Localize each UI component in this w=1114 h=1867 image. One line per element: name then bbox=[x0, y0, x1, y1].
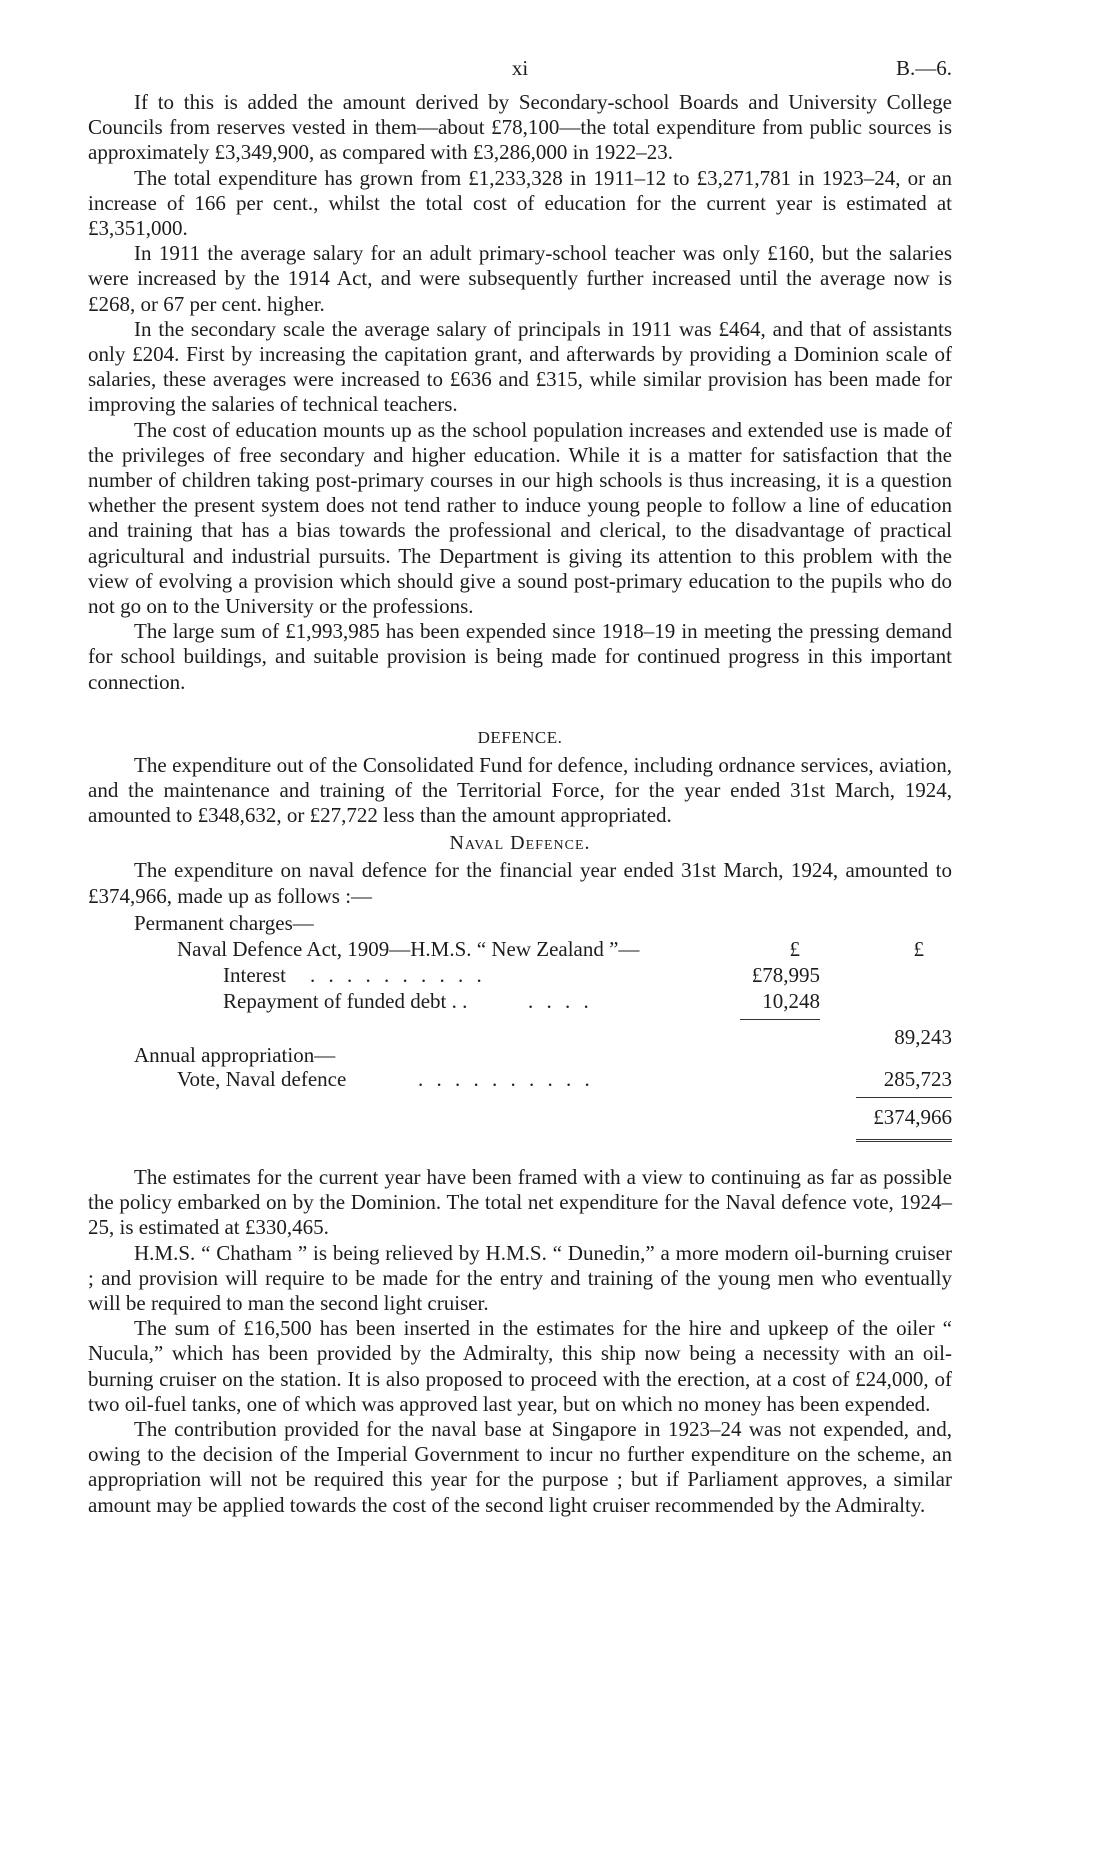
page-number: xi bbox=[511, 56, 529, 80]
document-page bbox=[88, 56, 952, 1518]
paragraph: The large sum of £1,993,985 has been expended since 1918–19 in meeting the pressing demand for school buildings, and suitable provision is being made for continued progress in this important connection. bbox=[88, 619, 952, 694]
column-header: £ bbox=[789, 936, 800, 961]
table-row bbox=[88, 1093, 952, 1129]
subtotal-rule bbox=[740, 1019, 820, 1020]
row-label: Permanent charges— bbox=[134, 910, 314, 935]
paragraph: The expenditure out of the Consolidated Fund for defence, including ordnance services, aviation, and the maintenance and training of the Territorial Force, for the year ended 31st March, 1924, amounted to £348,632, or £27,722 less than the amount appropriated. bbox=[88, 752, 952, 828]
leader-dots: . . . . . . . . . . bbox=[310, 962, 486, 987]
row-label: Annual appropriation— bbox=[134, 1042, 336, 1067]
paragraph: In the secondary scale the average salary of principals in 1911 was £464, and that of assistants only £204. First by increasing the capitation grant, and afterwards by providing a Dominion scale of salaries, these averages were increased to £636 and £315, while similar provision has been made for improving the salaries of technical teachers. bbox=[88, 316, 952, 417]
paragraph: The estimates for the current year have been framed with a view to continuing as far as possible the policy embarked on by the Dominion. The total net expenditure for the Naval defence vote, 1924–25, is estimated at £330,465. bbox=[88, 1164, 952, 1240]
page-header bbox=[88, 56, 952, 90]
paragraph: The contribution provided for the naval base at Singapore in 1923–24 was not expended, and, owing to the decision of the Imperial Government to incur no further expenditure on the scheme, an appropriation will not be required this year for the purpose ; but if Parliament approves, a similar amount may be applied towards the cost of the second light cruiser recommended by the Admiralty. bbox=[88, 1416, 952, 1517]
double-rule bbox=[856, 1139, 952, 1144]
column-header: £ bbox=[913, 936, 924, 961]
table-row bbox=[88, 909, 952, 937]
paragraph: The sum of £16,500 has been inserted in the estimates for the hire and upkeep of the oiler “ Nucula,” which has been provided by the Admiralty, this ship now being a necessity with an oil-burning cruiser on the station. It is also proposed to proceed with the erection, at a cost of £24,000, of two oil-fuel tanks, one of which was approved last year, but on which no money has been expended. bbox=[88, 1316, 952, 1416]
paragraph: The cost of education mounts up as the school population increases and extended use is made of the privileges of free secondary and higher education. While it is a matter for satisfaction that the number of children taking post-primary courses in our high schools is thus increasing, it is a question whether the present system does not tend rather to induce young people to follow a line of education and training that has a bias towards the professional and clerical, to the disadvantage of practical agricultural and industrial pursuits. The Department is giving its attention to this problem with the view of evolving a provision which should give a sound post-primary education to the pupils who do not go on to the University or the professions. bbox=[88, 417, 952, 619]
table-cell: £78,995 bbox=[751, 962, 820, 987]
table-row bbox=[88, 935, 952, 963]
paragraph: If to this is added the amount derived by Secondary-school Boards and University College Councils from reserves vested in them—about £78,100—the total expenditure from public sources is approximately £3,349,900, as compared with £3,286,000 in 1922–23. bbox=[88, 90, 952, 165]
grand-total: £374,966 bbox=[873, 1104, 952, 1129]
row-label: Vote, Naval defence bbox=[177, 1066, 347, 1091]
table-row bbox=[88, 987, 952, 1015]
expenditure-table bbox=[88, 909, 952, 1129]
table-cell: 89,243 bbox=[894, 1024, 952, 1049]
row-label: Interest bbox=[223, 962, 286, 987]
leader-dots: . . . . bbox=[528, 988, 593, 1013]
section-heading-naval-defence: Naval Defence. bbox=[449, 832, 591, 855]
document-reference: B.—6. bbox=[895, 56, 952, 80]
paragraph: The total expenditure has grown from £1,233,328 in 1911–12 to £3,271,781 in 1923–24, or an increase of 166 per cent., whilst the total cost of education for the current year is estimated at £3,351,000. bbox=[88, 165, 952, 241]
paragraph: H.M.S. “ Chatham ” is being relieved by H.M.S. “ Dunedin,” a more modern oil-burning cruiser ; and provision will require to be made for the entry and training of the young men who eventually will be required to man the second light cruiser. bbox=[88, 1240, 952, 1315]
row-label: Naval Defence Act, 1909—H.M.S. “ New Zealand ”— bbox=[177, 936, 640, 961]
table-cell: 10,248 bbox=[762, 988, 820, 1013]
paragraph: In 1911 the average salary for an adult primary-school teacher was only £160, but the salaries were increased by the 1914 Act, and were subsequently further increased until the average now is £268, or 67 per cent. higher. bbox=[88, 241, 952, 316]
table-row bbox=[88, 961, 952, 989]
table-row bbox=[88, 1065, 952, 1093]
row-label: Repayment of funded debt . . bbox=[223, 988, 468, 1013]
section-heading-defence: DEFENCE. bbox=[477, 727, 563, 747]
table-cell: 285,723 bbox=[883, 1066, 952, 1091]
paragraph: The expenditure on naval defence for the financial year ended 31st March, 1924, amounted to £374,966, made up as follows :— bbox=[88, 858, 952, 908]
leader-dots: . . . . . . . . . . bbox=[418, 1066, 594, 1091]
